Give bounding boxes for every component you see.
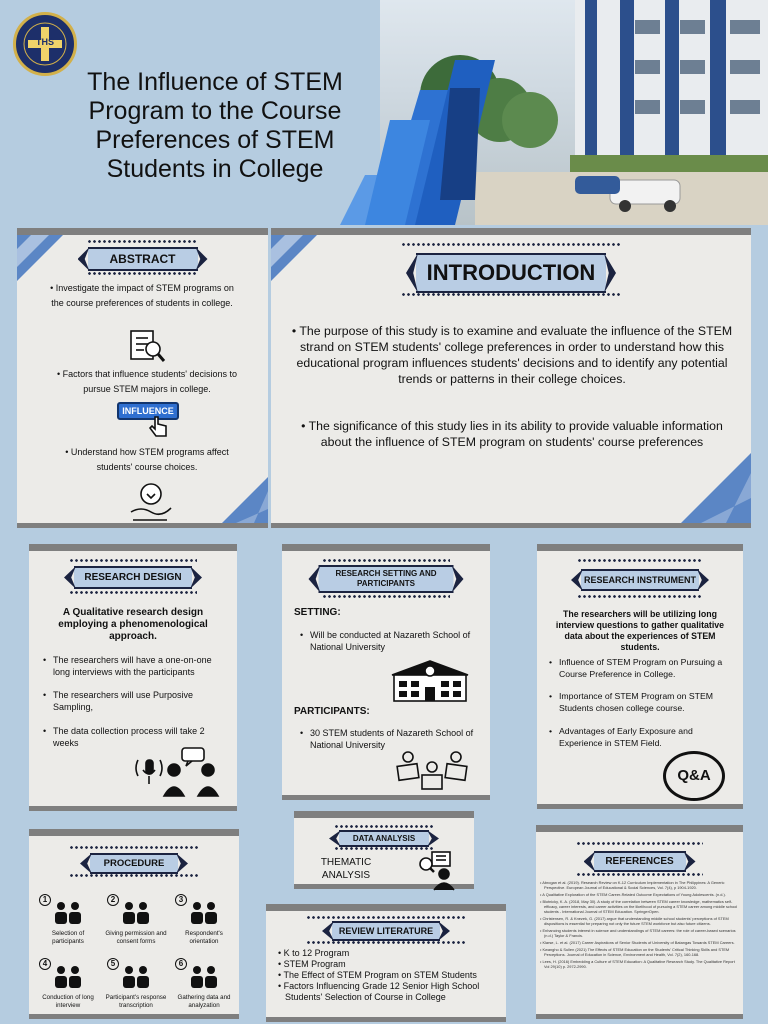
procedure-step (105, 958, 167, 1018)
research-instrument-lead: The researchers will be utilizing long interview questions to gather qualitative data about the experiences of STEM students. (555, 609, 725, 652)
influence-badge-text: INFLUENCE (122, 406, 174, 416)
reference-item: • Blotnicky, K. A. (2018, May 30). A study of the correlation between STEM career knowledge, mathematics self-efficacy, career interests, and career activities on the likelihood of pursuing a STEM career among middle school students - International Journal of STEM Education. SpringerOpen. (540, 899, 738, 914)
abstract-item: • Factors that influence students' decisions to pursue STEM majors in college. (57, 369, 237, 394)
dotted-line (306, 941, 466, 944)
qa-text: Q&A (677, 767, 711, 784)
step-label: Gathering data and analyzation (177, 994, 231, 1009)
list-item-text: The Effect of STEM Program on STEM Students (283, 970, 477, 980)
step-label: Respondent's orientation (185, 930, 223, 945)
reference-item: • Kwangho & Sullen (2021) The Effects of STEM Education on the Students' Critical Thinking Skills and STEM Perceptions. Journal of Education in Science, Environment and Health, Vol. 7(2), 160-168. (540, 947, 730, 957)
references-list (540, 880, 740, 1012)
list-item: • 30 STEM students of Nazareth School of National University (300, 727, 480, 751)
list-item: • The researchers will have a one-on-one long interviews with the participants (43, 654, 231, 678)
participants-label: PARTICIPANTS: (294, 706, 370, 717)
abstract-item-text: Factors that influence students' decisions to pursue STEM majors in college. (62, 369, 237, 394)
research-setting-heading (319, 565, 454, 593)
research-setting-heading-text: RESEARCH SETTING AND PARTICIPANTS (335, 569, 437, 588)
logo-initials: THS (36, 37, 54, 47)
step-label: Giving permission and consent forms (105, 930, 167, 945)
step-number-badge: 5 (107, 958, 119, 970)
data-analysis-text: THEMATIC ANALYSIS (320, 857, 372, 881)
step-label: Conduction of long interview (42, 994, 94, 1009)
school-logo (13, 12, 77, 76)
list-item: • K to 12 Program (278, 948, 350, 958)
pointer-hand-icon (149, 415, 169, 439)
references-panel (536, 825, 743, 1019)
procedure-step (37, 894, 99, 954)
document-search-icon (127, 327, 167, 367)
reference-item: • Klarse, L. et al. (2017) Career Aspirations of Senior Students of University of Batangas Towards STEM Careers. (540, 940, 735, 945)
step-number-badge: 6 (175, 958, 187, 970)
abstract-item: • Investigate the impact of STEM programs on the course preferences of students in college. (50, 283, 234, 308)
dotted-line (322, 559, 450, 562)
dotted-line (401, 293, 621, 296)
qa-bubble-icon (663, 751, 725, 801)
dotted-line (401, 243, 621, 246)
data-analysis-heading: DATA ANALYSIS (339, 830, 429, 847)
dotted-line (306, 916, 466, 919)
review-literature-panel (266, 904, 506, 1022)
intro-item-text: The significance of this study lies in its ability to provide valuable information about the influence of STEM program on students' course preferences (308, 419, 723, 449)
list-item-text: STEM Program (283, 959, 346, 969)
abstract-item-text: Investigate the impact of STEM programs on the course preferences of students in college. (51, 283, 234, 308)
intro-item-text: The purpose of this study is to examine and evaluate the influence of the STEM strand on STEM students' college preferences in order to understand how this educational program influences students' decisions and to identify any potential trends or patterns in their college choices. (296, 324, 733, 386)
interview-icon (134, 746, 226, 804)
research-setting-panel (282, 544, 490, 800)
step-label: Selection of participants (51, 930, 85, 945)
review-literature-heading: REVIEW LITERATURE (332, 921, 440, 941)
research-design-heading: RESEARCH DESIGN (74, 566, 192, 589)
list-item: • Importance of STEM Program on STEM Students chosen college course. (549, 691, 737, 714)
dotted-line (69, 559, 197, 562)
dotted-line (577, 595, 703, 598)
setting-label: SETTING: (294, 607, 341, 618)
research-instrument-list (549, 657, 737, 760)
references-heading: REFERENCES (594, 851, 686, 872)
review-literature-list (278, 948, 500, 1003)
step-number-badge: 4 (39, 958, 51, 970)
list-item: • STEM Program (278, 959, 346, 969)
dotted-line (69, 874, 199, 877)
reference-item: • Enhancing students interest in science and understandings of STEM careers: the role of career-based scenarios (n.d.) Taylor & Francis. (540, 928, 736, 938)
corner-decoration (222, 477, 268, 523)
poster-title: The Influence of STEM Program to the Course Preferences of STEM Students in College (87, 68, 343, 183)
list-item: • Advantages of Early Exposure and Experience in STEM Field. (549, 726, 737, 749)
procedure-step (173, 958, 235, 1018)
step-icon (119, 962, 153, 992)
step-icon (187, 898, 221, 928)
list-item: • Factors Influencing Grade 12 Senior High School Students' Selection of Course in College (278, 981, 480, 1002)
dotted-line (577, 559, 703, 562)
procedure-panel (29, 829, 239, 1019)
research-design-list (43, 654, 231, 760)
list-item: • The data collection process will take 2 weeks (43, 725, 231, 749)
step-icon (51, 962, 85, 992)
reference-item: • Lees, H. (2016) Embedding a Culture of STEM Education: A Qualitative Research Study. The Qualitative Report Vol 29(10) p. 2972-2990. (540, 959, 735, 969)
intro-item: • The purpose of this study is to examine and evaluate the influence of the STEM strand on STEM students' college preferences in order to understand how this educational program influences students' decisions and to identify any potential trends or patterns in their college choices. (291, 324, 733, 386)
list-item: • Will be conducted at Nazareth School of National University (300, 629, 480, 653)
research-instrument-heading: RESEARCH INSTRUMENT (581, 569, 699, 591)
research-design-panel (29, 544, 237, 811)
introduction-heading: INTRODUCTION (416, 253, 606, 293)
dotted-line (69, 846, 199, 849)
intro-item: • The significance of this study lies in its ability to provide valuable information about the influence of STEM program on students' course preferences (301, 419, 723, 449)
list-item: • The researchers will use Purposive Sampling, (43, 689, 231, 713)
step-icon (187, 962, 221, 992)
header (0, 0, 768, 228)
research-design-lead: A Qualitative research design employing a phenomenological approach. (58, 607, 208, 642)
step-number-badge: 2 (107, 894, 119, 906)
procedure-step (105, 894, 167, 954)
idea-hand-icon (129, 480, 173, 524)
abstract-item-text: Understand how STEM programs affect students' course choices. (70, 447, 229, 472)
list-item-text: K to 12 Program (283, 948, 350, 958)
dotted-line (576, 873, 703, 876)
dotted-line (87, 240, 198, 243)
abstract-heading: ABSTRACT (88, 247, 198, 271)
reference-item: • Abrogan et al. (2019). Research Review on K-12 Curriculum Implementation in The Philippines: A Generic Perspective. European Journal of Educational & Social Sciences, Vol. 7(4), p 1904-1920. (540, 880, 725, 890)
corner-decoration (271, 235, 317, 281)
procedure-step (37, 958, 99, 1018)
research-instrument-panel (537, 544, 743, 809)
data-analysis-panel (294, 811, 474, 889)
introduction-panel (271, 228, 751, 528)
procedure-step (173, 894, 235, 954)
dotted-line (334, 825, 434, 828)
dotted-line (69, 591, 197, 594)
step-number-badge: 3 (175, 894, 187, 906)
list-item-text: Factors Influencing Grade 12 Senior High School Students' Selection of Course in College (283, 981, 480, 1002)
dotted-line (322, 595, 450, 598)
abstract-item: • Understand how STEM programs affect students' course choices. (65, 447, 229, 472)
corner-decoration (681, 453, 751, 523)
data-search-icon (416, 850, 458, 892)
step-label: Participant's response transcription (105, 994, 167, 1009)
procedure-heading: PROCEDURE (90, 853, 178, 874)
reference-item: • A Qualitative Exploration of the STEM Career-Related Outcome Expectations of Young Adolescents. (n.d.). (540, 892, 726, 897)
corner-decoration (17, 235, 63, 281)
dotted-line (87, 272, 198, 275)
step-number-badge: 1 (39, 894, 51, 906)
students-icon (392, 749, 472, 799)
abstract-panel (17, 228, 268, 528)
list-item: • Influence of STEM Program on Pursuing a Course Preference in College. (549, 657, 737, 680)
step-icon (119, 898, 153, 928)
reference-item: • Christensen, R. & Knezek, G. (2017) argue that understanding middle school students' perceptions of STEM dispositions is essential for preparing not only the future STEM workforce but also future citizens. (540, 916, 729, 926)
school-building-icon (390, 657, 470, 703)
influence-badge (117, 402, 179, 420)
list-item: • The Effect of STEM Program on STEM Students (278, 970, 477, 980)
dotted-line (576, 842, 703, 845)
step-icon (51, 898, 85, 928)
